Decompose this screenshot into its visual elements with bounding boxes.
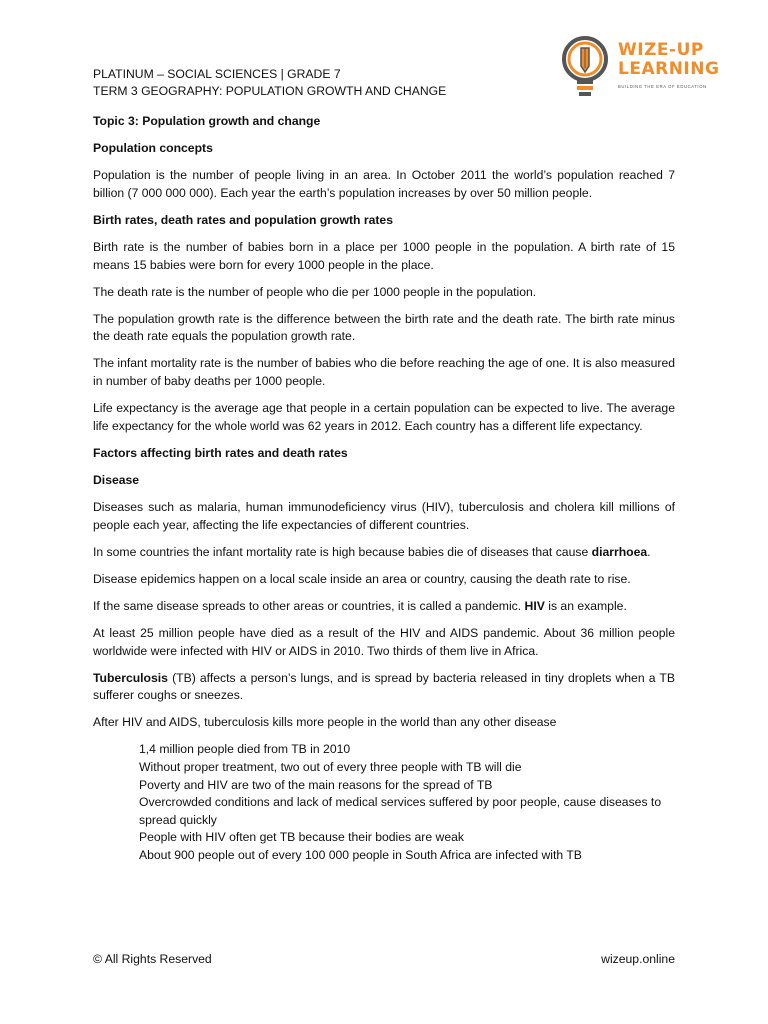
list-item: People with HIV often get TB because their bodies are weak: [139, 830, 464, 845]
logo-wordmark: [618, 41, 719, 79]
paragraph-after-hiv: After HIV and AIDS, tuberculosis kills more people in the world than any other disease: [93, 715, 557, 730]
lightbulb-icon: [560, 34, 616, 100]
footer-copyright: © All Rights Reserved: [93, 952, 212, 966]
heading-disease: Disease: [93, 472, 140, 487]
logo-line-1: WIZE-UP: [618, 40, 704, 60]
paragraph-tuberculosis: [93, 670, 675, 705]
paragraph-epidemics: Disease epidemics happen on a local scale inside an area or country, causing the death rate to rise.: [93, 571, 631, 586]
tb-facts-list: [93, 741, 675, 864]
footer-website-link[interactable]: wizeup.online: [601, 952, 675, 966]
logo-line-2: LEARNING: [618, 59, 720, 79]
heading-birth-death-rates: Birth rates, death rates and population growth rates: [93, 212, 393, 227]
paragraph-diseases: Diseases such as malaria, human immunodeficiency virus (HIV), tuberculosis and cholera kill millions of people each year, affecting the life expectancies of different countries.: [93, 500, 675, 532]
main-content: [93, 113, 675, 865]
text-span: If the same disease spreads to other areas or countries, it is called a pandemic.: [93, 598, 525, 613]
wizeup-logo: [560, 34, 720, 100]
heading-factors: Factors affecting birth rates and death rates: [93, 445, 348, 460]
text-span: In some countries the infant mortality rate is high because babies die of diseases that cause: [93, 544, 592, 559]
page-header: [93, 66, 446, 100]
logo-tagline: BUILDING THE ERA OF EDUCATION: [618, 84, 707, 89]
paragraph-birth-rate: Birth rate is the number of babies born in a place per 1000 people in the population. A birth rate of 15 means 15 babies were born for every 1000 people in the place.: [93, 239, 675, 272]
list-item: About 900 people out of every 100 000 people in South Africa are infected with TB: [139, 848, 582, 862]
paragraph-infant-high: [93, 544, 675, 562]
topic-title: Topic 3: Population growth and change: [93, 114, 321, 128]
list-item: Without proper treatment, two out of every three people with TB will die: [139, 760, 522, 775]
paragraph-life-expectancy: Life expectancy is the average age that people in a certain population can be expected to live. The average life expectancy for the whole world was 62 years in 2012. Each country has a different life expectancy.: [93, 401, 675, 433]
paragraph-infant-mortality: The infant mortality rate is the number of babies who die before reaching the age of one. It is also measured in number of baby deaths per 1000 people.: [93, 356, 675, 389]
paragraph-population: Population is the number of people living in an area. In October 2011 the world’s population reached 7 billion (7 000 000 000). Each year the earth’s population increases by over 50 million people.: [93, 168, 675, 200]
heading-population-concepts: Population concepts: [93, 141, 213, 156]
text-span: (TB) affects a person’s lungs, and is spread by bacteria released in tiny droplets when a TB sufferer coughs or sneezes.: [93, 670, 675, 703]
paragraph-growth-rate: The population growth rate is the difference between the birth rate and the death rate. The birth rate minus the death rate equals the population growth rate.: [93, 311, 675, 344]
bold-term-diarrhoea: diarrhoea: [591, 544, 648, 559]
header-term-topic: TERM 3 GEOGRAPHY: POPULATION GROWTH AND CHANGE: [93, 84, 447, 98]
paragraph-pandemic: [93, 598, 675, 616]
header-subject-grade: PLATINUM – SOCIAL SCIENCES | GRADE 7: [93, 67, 341, 81]
list-item: Poverty and HIV are two of the main reasons for the spread of TB: [139, 777, 493, 792]
list-item: Overcrowded conditions and lack of medical services suffered by poor people, cause diseases to spread quickly: [139, 795, 662, 827]
bold-term-tuberculosis: Tuberculosis: [93, 670, 168, 685]
text-span: .: [647, 544, 651, 559]
paragraph-hiv-aids: At least 25 million people have died as a result of the HIV and AIDS pandemic. About 36 million people worldwide were infected with HIV or AIDS in 2010. Two thirds of them live in Africa.: [93, 625, 675, 658]
list-item: 1,4 million people died from TB in 2010: [139, 742, 351, 757]
paragraph-death-rate: The death rate is the number of people who die per 1000 people in the population.: [93, 284, 537, 299]
text-span: is an example.: [544, 598, 627, 613]
bold-term-hiv: HIV: [524, 598, 545, 613]
